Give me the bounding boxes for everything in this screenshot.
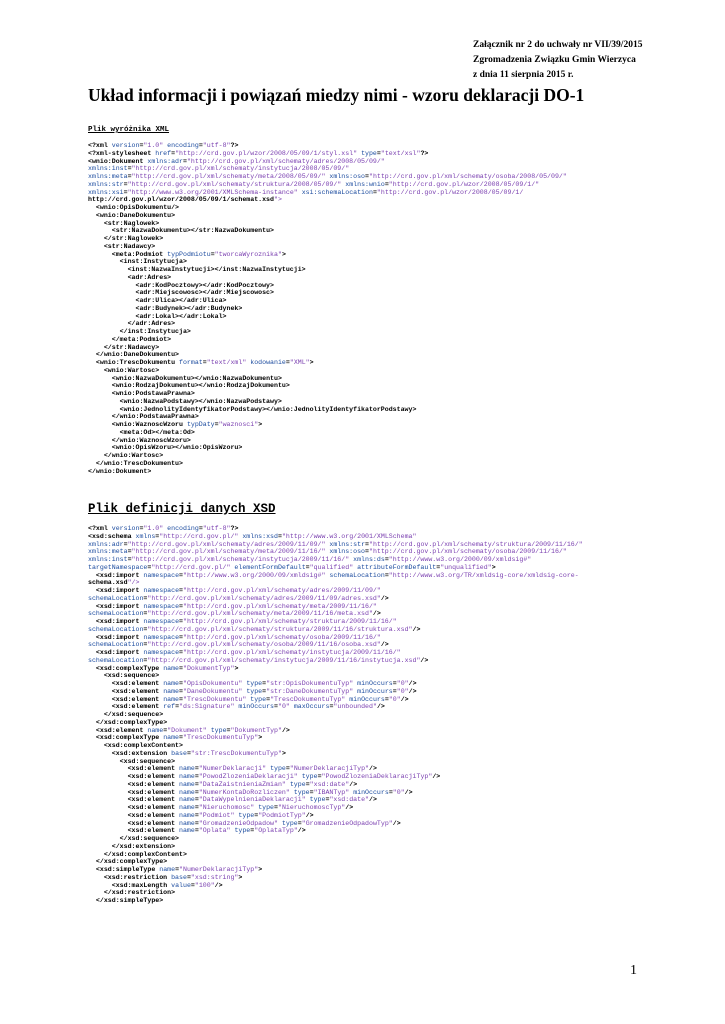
- code-line: xmlns:inst="http://crd.gov.pl/xml/schematy/instytucja/2009/11/16/" xmlns:ds="http://www.w3.org/2000/09/xmldsig#": [88, 556, 532, 563]
- code-line: schemaLocation="http://crd.gov.pl/xml/schematy/struktura/2009/11/16/struktura.xsd"/>: [88, 625, 421, 633]
- document-title: Układ informacji i powiązań miedzy nimi - wzoru deklaracji DO-1: [88, 85, 585, 105]
- header-line-3: z dnia 11 sierpnia 2015 r.: [473, 70, 574, 80]
- code-line: schemaLocation="http://crd.gov.pl/xml/schematy/osoba/2009/11/16/osoba.xsd"/>: [88, 641, 389, 649]
- code-line: <xsd:complexType name="DokumentTyp">: [95, 664, 239, 672]
- code-line: </xsd:restriction>: [103, 889, 176, 897]
- code-line: <wnio:WaznoscWzoru typDaty="waznosci">: [111, 421, 263, 428]
- code-line: <adr:Adres>: [127, 273, 172, 281]
- code-line: </xsd:sequence>: [103, 711, 164, 718]
- code-line: <inst:NazwaInstytucji></inst:NazwaInstytucji>: [127, 266, 306, 273]
- code-line: schemaLocation="http://crd.gov.pl/xml/schematy/instytucja/2009/11/16/instytucja.xsd"/>: [88, 656, 429, 664]
- code-line: <wnio:RodzajDokumentu></wnio:RodzajDokumentu>: [111, 382, 290, 390]
- code-line: </xsd:simpleType>: [95, 897, 164, 904]
- code-line: <meta:Od></meta:Od>: [119, 428, 195, 436]
- code-line: </wnio:PodstawaPrawna>: [111, 413, 199, 421]
- code-line: <xsd:maxLength value="100"/>: [111, 881, 223, 889]
- code-line: xmlns:xsi="http://www.w3.org/2001/XMLSchema-instance" xsi:schemaLocation="http://crd.gov.pl/wzor/2008/05/09/1/: [88, 188, 524, 196]
- code-line: <xsd:element name="DataZaistnieniaZmian" type="xsd:date"/>: [127, 780, 358, 788]
- code-line: </str:Nadawcy>: [103, 343, 160, 351]
- code-line: <xsd:import namespace="http://crd.gov.pl/xml/schematy/osoba/2009/11/16/": [95, 633, 381, 641]
- code-line: <wnio:DaneDokumentu>: [95, 211, 176, 219]
- code-line: <xsd:import namespace="http://crd.gov.pl/xml/schematy/meta/2009/11/16/": [95, 602, 377, 610]
- code-line: </adr:Adres>: [127, 320, 176, 328]
- code-line: <?xml version="1.0" encoding="utf-8"?>: [88, 142, 239, 149]
- code-line: <xsd:element name="TrescDokumentu" type="TrescDokumentuTyp" minOccurs="0"/>: [111, 695, 409, 703]
- attachment-header: [473, 38, 673, 83]
- code-line: <xsd:element name="NumerKontaDoRozliczen" type="IBANTyp" minOccurs="0"/>: [127, 788, 413, 796]
- code-line: <xsd:element name="OpisDokumentu" type="str:OpisDokumentuTyp" minOccurs="0"/>: [111, 680, 417, 687]
- code-line: xmlns:str="http://crd.gov.pl/xml/schematy/struktura/2008/05/09/" xmlns:wnio="http://crd.gov.pl/wzor/2008/05/09/1/": [88, 180, 540, 188]
- code-line: </str:Naglowek>: [103, 235, 164, 242]
- code-line: <xsd:import namespace="http://crd.gov.pl/xml/schematy/instytucja/2009/11/16/": [95, 649, 401, 656]
- xml-code-block: [88, 142, 653, 475]
- xsd-code-block: [88, 525, 653, 905]
- code-line: </wnio:TrescDokumentu>: [95, 459, 183, 467]
- code-line: <str:Naglowek>: [103, 219, 160, 227]
- code-line: <xsd:import namespace="http://crd.gov.pl/xml/schematy/struktura/2009/11/16/": [95, 618, 397, 625]
- code-line: xmlns:adr="http://crd.gov.pl/xml/schematy/adres/2009/11/09/" xmlns:str="http://crd.gov.pl/xml/schematy/struktura/2009/11/16/": [88, 540, 583, 548]
- code-line: </wnio:WaznoscWzoru>: [111, 436, 191, 444]
- code-line: <xsd:element name="DaneDokumentu" type="str:DaneDokumentuTyp" minOccurs="0"/>: [111, 687, 417, 695]
- header-line-1: Załącznik nr 2 do uchwały nr VII/39/2015: [473, 40, 643, 50]
- code-line: <?xml version="1.0" encoding="utf-8"?>: [88, 525, 239, 532]
- page-number: 1: [630, 963, 637, 978]
- code-line: <xsd:restriction base="xsd:string">: [103, 873, 243, 881]
- code-line: <xsd:element name="NumerDeklaracji" type="NumerDeklaracjiTyp"/>: [127, 765, 377, 773]
- code-line: <wnio:NazwaPodstawy></wnio:NazwaPodstawy>: [119, 397, 282, 405]
- code-line: <xsd:element name="Podmiot" type="PodmiotTyp"/>: [127, 811, 314, 819]
- code-line: schemaLocation="http://crd.gov.pl/xml/schematy/adres/2009/11/09/adres.xsd"/>: [88, 594, 389, 602]
- code-line: <adr:Lokal></adr:Lokal>: [135, 312, 227, 320]
- code-line: <xsd:schema xmlns="http://crd.gov.pl/" xmlns:xsd="http://www.w3.org/2001/XMLSchema": [88, 532, 417, 540]
- code-line: <xsd:element name="GromadzenieOdpadow" type="GromadzenieOdpadowTyp"/>: [127, 819, 401, 827]
- code-line: <xsd:import namespace="http://www.w3.org/2000/09/xmldsig#" schemaLocation="http://www.w3.org/TR/xmldsig-core/xmldsig-core-: [95, 571, 579, 579]
- code-line: </xsd:complexType>: [95, 858, 168, 866]
- code-line: <inst:Instytucja>: [119, 258, 187, 266]
- code-line: <xsd:import namespace="http://crd.gov.pl/xml/schematy/adres/2009/11/09/": [95, 587, 381, 594]
- code-line: http://crd.gov.pl/wzor/2008/05/09/1/schemat.xsd">: [88, 196, 282, 204]
- code-line: </xsd:complexContent>: [103, 850, 187, 858]
- code-line: <xsd:element name="DataWypelnieniaDeklaracji" type="xsd:date"/>: [127, 796, 377, 804]
- code-line: <wnio:OpisDokumentu/>: [95, 204, 180, 211]
- code-line: </meta:Podmiot>: [111, 335, 172, 343]
- code-line: schemaLocation="http://crd.gov.pl/xml/schematy/meta/2009/11/16/meta.xsd"/>: [88, 610, 381, 618]
- code-line: targetNamespace="http://crd.gov.pl/" elementFormDefault="qualified" attributeFormDefault="unqualified">: [88, 563, 496, 571]
- code-line: </wnio:DaneDokumentu>: [95, 351, 180, 359]
- code-line: <wnio:Dokument xmlns:adr="http://crd.gov.pl/xml/schematy/adres/2008/05/09/": [88, 157, 385, 165]
- code-line: xmlns:meta="http://crd.gov.pl/xml/schematy/meta/2009/11/16/" xmlns:oso="http://crd.gov.pl/xml/schematy/osoba/2009/11/16/": [88, 548, 567, 556]
- code-line: </inst:Instytucja>: [119, 328, 191, 335]
- code-line: </xsd:sequence>: [119, 835, 180, 842]
- code-line: <str:NazwaDokumentu></str:NazwaDokumentu>: [111, 227, 274, 235]
- code-line: <xsd:sequence>: [119, 757, 176, 765]
- code-line: <xsd:element ref="ds:Signature" minOccurs="0" maxOccurs="unbounded"/>: [111, 703, 385, 711]
- code-line: <wnio:OpisWzoru></wnio:OpisWzoru>: [111, 444, 243, 452]
- code-line: xmlns:inst="http://crd.gov.pl/xml/schematy/instytucja/2008/05/09/": [88, 165, 350, 173]
- code-line: <xsd:sequence>: [103, 672, 160, 680]
- code-line: <adr:Miejscowosc></adr:Miejscowosc>: [135, 289, 274, 297]
- code-line: <wnio:Wartosc>: [103, 366, 160, 374]
- code-line: <str:Nadawcy>: [103, 242, 156, 250]
- code-line: <wnio:TrescDokumentu format="text/xml" kodowanie="XML">: [95, 359, 314, 366]
- code-line: <adr:Budynek></adr:Budynek>: [135, 304, 243, 312]
- code-line: </wnio:Wartosc>: [103, 452, 164, 459]
- xml-section-label: Plik wyróżnika XML: [88, 126, 170, 134]
- code-line: </xsd:extension>: [111, 842, 176, 850]
- code-line: <wnio:JednolityIdentyfikatorPodstawy></wnio:JednolityIdentyfikatorPodstawy>: [119, 405, 417, 413]
- code-line: <adr:Ulica></adr:Ulica>: [135, 297, 227, 304]
- code-line: <xsd:extension base="str:TrescDokumentuTyp">: [111, 749, 286, 757]
- code-line: <xsd:element name="Nieruchomosc" type="NieruchomoscTyp"/>: [127, 804, 354, 811]
- xsd-section-label: Plik definicji danych XSD: [88, 502, 276, 516]
- code-line: <xsd:complexType name="TrescDokumentuTyp">: [95, 734, 263, 742]
- code-line: <xsd:element name="PowodZlozeniaDeklaracji" type="PowodZlozeniaDeklaracjiTyp"/>: [127, 773, 441, 780]
- code-line: <meta:Podmiot typPodmiotu="tworcaWyroznika">: [111, 250, 286, 258]
- header-line-2: Zgromadzenia Związku Gmin Wierzyca: [473, 55, 636, 65]
- code-line: <xsd:complexContent>: [103, 742, 183, 749]
- code-line: <wnio:NazwaDokumentu></wnio:NazwaDokumentu>: [111, 374, 282, 382]
- code-line: <adr:KodPocztowy></adr:KodPocztowy>: [135, 281, 274, 289]
- code-line: xmlns:meta="http://crd.gov.pl/xml/schematy/meta/2008/05/09/" xmlns:oso="http://crd.gov.pl/xml/schematy/osoba/2008/05/09/": [88, 173, 567, 180]
- code-line: </wnio:Dokument>: [88, 467, 152, 475]
- code-line: </xsd:complexType>: [95, 718, 168, 726]
- code-line: <?xml-stylesheet href="http://crd.gov.pl/wzor/2008/05/09/1/styl.xsl" type="text/xsl"?>: [88, 149, 429, 157]
- code-line: <xsd:element name="Dokument" type="DokumentTyp"/>: [95, 726, 290, 734]
- code-line: <xsd:element name="Oplata" type="OplataTyp"/>: [127, 827, 306, 835]
- code-line: <wnio:PodstawaPrawna>: [111, 390, 195, 397]
- code-line: <xsd:simpleType name="NumerDeklaracjiTyp">: [95, 866, 263, 873]
- code-line: schema.xsd"/>: [88, 579, 140, 587]
